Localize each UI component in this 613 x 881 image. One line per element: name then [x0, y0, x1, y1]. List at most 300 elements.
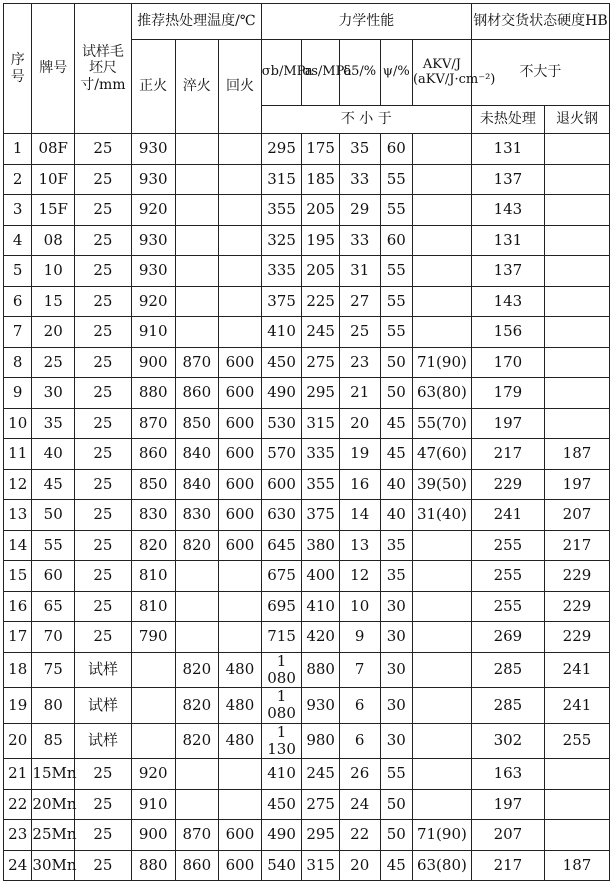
row-psi: 30 — [380, 652, 412, 688]
row-hb-annealed — [544, 408, 609, 439]
row-hb-untreated: 131 — [471, 134, 544, 165]
row-hb-untreated: 197 — [471, 408, 544, 439]
header-seq: 序号 — [4, 4, 32, 134]
row-tempering — [219, 789, 262, 820]
row-psi: 30 — [380, 622, 412, 653]
row-normalizing: 920 — [131, 286, 175, 317]
row-akv — [412, 622, 471, 653]
row-sigma-s: 315 — [302, 850, 340, 881]
row-sigma-b: 675 — [261, 561, 302, 592]
row-size: 25 — [75, 317, 132, 348]
row-quenching: 860 — [175, 378, 219, 409]
row-quenching — [175, 195, 219, 226]
row-quenching: 870 — [175, 347, 219, 378]
row-sigma-s: 375 — [302, 500, 340, 531]
row-size: 25 — [75, 622, 132, 653]
table-row — [4, 164, 610, 195]
row-size: 25 — [75, 256, 132, 287]
row-hb-untreated: 302 — [471, 723, 544, 759]
row-hb-untreated: 207 — [471, 820, 544, 851]
row-delta5: 33 — [339, 225, 380, 256]
table-row — [4, 688, 610, 724]
row-size: 试样 — [75, 723, 132, 759]
row-quenching: 840 — [175, 439, 219, 470]
row-akv — [412, 286, 471, 317]
row-delta5: 14 — [339, 500, 380, 531]
row-sigma-b: 490 — [261, 820, 302, 851]
row-quenching: 820 — [175, 652, 219, 688]
row-akv: 47(60) — [412, 439, 471, 470]
row-no: 3 — [4, 195, 32, 226]
row-delta5: 13 — [339, 530, 380, 561]
row-quenching — [175, 561, 219, 592]
row-normalizing: 930 — [131, 134, 175, 165]
row-hb-annealed — [544, 378, 609, 409]
row-tempering: 480 — [219, 688, 262, 724]
row-no: 15 — [4, 561, 32, 592]
row-akv — [412, 652, 471, 688]
row-size: 25 — [75, 286, 132, 317]
row-sigma-s: 400 — [302, 561, 340, 592]
row-hb-untreated: 137 — [471, 164, 544, 195]
row-akv — [412, 195, 471, 226]
row-hb-annealed: 241 — [544, 652, 609, 688]
row-delta5: 22 — [339, 820, 380, 851]
table-row — [4, 850, 610, 881]
row-akv — [412, 688, 471, 724]
row-hb-untreated: 255 — [471, 591, 544, 622]
row-normalizing: 920 — [131, 195, 175, 226]
row-grade: 55 — [32, 530, 75, 561]
table-row — [4, 286, 610, 317]
row-tempering — [219, 759, 262, 790]
table-row — [4, 820, 610, 851]
header-hardness: 钢材交货状态硬度HB — [471, 4, 609, 40]
row-normalizing: 930 — [131, 256, 175, 287]
header-heat-treatment: 推荐热处理温度/℃ — [131, 4, 261, 40]
row-sigma-b: 410 — [261, 317, 302, 348]
row-no: 14 — [4, 530, 32, 561]
row-no: 19 — [4, 688, 32, 724]
row-no: 4 — [4, 225, 32, 256]
row-normalizing: 850 — [131, 469, 175, 500]
row-hb-annealed — [544, 286, 609, 317]
row-tempering: 480 — [219, 723, 262, 759]
row-quenching: 830 — [175, 500, 219, 531]
row-psi: 45 — [380, 439, 412, 470]
row-delta5: 26 — [339, 759, 380, 790]
row-tempering — [219, 164, 262, 195]
row-hb-untreated: 143 — [471, 195, 544, 226]
row-sigma-s: 930 — [302, 688, 340, 724]
row-normalizing: 860 — [131, 439, 175, 470]
row-quenching: 840 — [175, 469, 219, 500]
row-grade: 10 — [32, 256, 75, 287]
row-normalizing — [131, 723, 175, 759]
row-no: 16 — [4, 591, 32, 622]
row-normalizing: 930 — [131, 164, 175, 195]
table-row — [4, 723, 610, 759]
row-hb-annealed — [544, 820, 609, 851]
row-quenching — [175, 789, 219, 820]
row-normalizing: 820 — [131, 530, 175, 561]
table-row — [4, 134, 610, 165]
row-sigma-s: 355 — [302, 469, 340, 500]
header-akv: AKV/J (aKV/J·cm⁻²) — [412, 40, 471, 106]
row-quenching — [175, 622, 219, 653]
row-delta5: 20 — [339, 408, 380, 439]
row-normalizing: 920 — [131, 759, 175, 790]
row-size: 25 — [75, 561, 132, 592]
table-row — [4, 439, 610, 470]
row-grade: 30 — [32, 378, 75, 409]
row-sigma-s: 295 — [302, 378, 340, 409]
row-tempering: 600 — [219, 408, 262, 439]
row-tempering: 600 — [219, 347, 262, 378]
row-hb-untreated: 163 — [471, 759, 544, 790]
row-size: 25 — [75, 134, 132, 165]
row-sigma-s: 380 — [302, 530, 340, 561]
row-akv: 39(50) — [412, 469, 471, 500]
row-sigma-b: 695 — [261, 591, 302, 622]
header-untreated: 未热处理 — [471, 106, 544, 134]
row-sigma-b: 570 — [261, 439, 302, 470]
row-sigma-b: 315 — [261, 164, 302, 195]
row-normalizing: 790 — [131, 622, 175, 653]
row-tempering — [219, 256, 262, 287]
row-psi: 35 — [380, 530, 412, 561]
row-delta5: 9 — [339, 622, 380, 653]
table-row — [4, 561, 610, 592]
table-row — [4, 347, 610, 378]
row-sigma-s: 205 — [302, 195, 340, 226]
row-sigma-b: 1 080 — [261, 688, 302, 724]
row-psi: 45 — [380, 850, 412, 881]
row-no: 17 — [4, 622, 32, 653]
table-row — [4, 195, 610, 226]
row-quenching — [175, 256, 219, 287]
row-psi: 40 — [380, 469, 412, 500]
table-row — [4, 759, 610, 790]
row-no: 10 — [4, 408, 32, 439]
row-quenching: 850 — [175, 408, 219, 439]
row-tempering: 600 — [219, 850, 262, 881]
row-sigma-b: 530 — [261, 408, 302, 439]
row-delta5: 16 — [339, 469, 380, 500]
row-grade: 15Mn — [32, 759, 75, 790]
row-size: 25 — [75, 378, 132, 409]
row-sigma-s: 205 — [302, 256, 340, 287]
row-sigma-b: 1 080 — [261, 652, 302, 688]
row-hb-annealed — [544, 225, 609, 256]
row-sigma-s: 420 — [302, 622, 340, 653]
row-hb-untreated: 217 — [471, 439, 544, 470]
row-normalizing: 810 — [131, 561, 175, 592]
row-grade: 60 — [32, 561, 75, 592]
row-akv — [412, 225, 471, 256]
row-hb-untreated: 255 — [471, 561, 544, 592]
row-hb-untreated: 137 — [471, 256, 544, 287]
row-sigma-s: 185 — [302, 164, 340, 195]
row-sigma-b: 450 — [261, 789, 302, 820]
row-hb-untreated: 241 — [471, 500, 544, 531]
row-quenching — [175, 317, 219, 348]
row-akv: 71(90) — [412, 347, 471, 378]
row-size: 25 — [75, 820, 132, 851]
header-quenching: 淬火 — [175, 40, 219, 134]
row-no: 8 — [4, 347, 32, 378]
row-psi: 30 — [380, 591, 412, 622]
row-normalizing: 870 — [131, 408, 175, 439]
row-size: 25 — [75, 195, 132, 226]
header-tempering: 回火 — [219, 40, 262, 134]
row-tempering: 600 — [219, 500, 262, 531]
row-akv — [412, 134, 471, 165]
row-no: 5 — [4, 256, 32, 287]
row-grade: 45 — [32, 469, 75, 500]
row-size: 25 — [75, 225, 132, 256]
row-delta5: 27 — [339, 286, 380, 317]
row-no: 12 — [4, 469, 32, 500]
row-hb-untreated: 285 — [471, 652, 544, 688]
row-hb-untreated: 255 — [471, 530, 544, 561]
row-normalizing — [131, 688, 175, 724]
row-psi: 50 — [380, 820, 412, 851]
row-hb-annealed — [544, 759, 609, 790]
row-no: 6 — [4, 286, 32, 317]
row-normalizing: 910 — [131, 317, 175, 348]
row-no: 2 — [4, 164, 32, 195]
row-grade: 85 — [32, 723, 75, 759]
table-row — [4, 530, 610, 561]
row-sigma-s: 980 — [302, 723, 340, 759]
row-size: 试样 — [75, 688, 132, 724]
row-tempering: 480 — [219, 652, 262, 688]
row-no: 23 — [4, 820, 32, 851]
row-normalizing: 880 — [131, 378, 175, 409]
row-sigma-s: 410 — [302, 591, 340, 622]
row-quenching: 820 — [175, 723, 219, 759]
row-hb-annealed — [544, 347, 609, 378]
row-size: 25 — [75, 347, 132, 378]
row-tempering: 600 — [219, 378, 262, 409]
row-normalizing: 880 — [131, 850, 175, 881]
row-hb-annealed: 229 — [544, 591, 609, 622]
row-sigma-s: 195 — [302, 225, 340, 256]
header-normalizing: 正火 — [131, 40, 175, 134]
table-row — [4, 256, 610, 287]
row-sigma-b: 325 — [261, 225, 302, 256]
row-hb-annealed — [544, 317, 609, 348]
row-delta5: 6 — [339, 688, 380, 724]
row-tempering: 600 — [219, 820, 262, 851]
row-grade: 35 — [32, 408, 75, 439]
row-delta5: 29 — [339, 195, 380, 226]
row-hb-annealed: 207 — [544, 500, 609, 531]
row-sigma-b: 600 — [261, 469, 302, 500]
row-size: 25 — [75, 469, 132, 500]
row-sigma-b: 630 — [261, 500, 302, 531]
row-tempering: 600 — [219, 530, 262, 561]
row-akv — [412, 723, 471, 759]
row-normalizing: 900 — [131, 347, 175, 378]
row-sigma-b: 410 — [261, 759, 302, 790]
row-delta5: 25 — [339, 317, 380, 348]
row-akv — [412, 164, 471, 195]
row-tempering — [219, 591, 262, 622]
row-delta5: 21 — [339, 378, 380, 409]
row-delta5: 6 — [339, 723, 380, 759]
row-akv — [412, 317, 471, 348]
row-psi: 60 — [380, 134, 412, 165]
row-tempering: 600 — [219, 439, 262, 470]
row-size: 25 — [75, 439, 132, 470]
row-sigma-b: 375 — [261, 286, 302, 317]
row-grade: 25Mn — [32, 820, 75, 851]
row-grade: 30Mn — [32, 850, 75, 881]
header-psi: ψ/% — [380, 40, 412, 106]
row-normalizing: 830 — [131, 500, 175, 531]
row-delta5: 20 — [339, 850, 380, 881]
row-no: 21 — [4, 759, 32, 790]
table-row — [4, 622, 610, 653]
row-hb-untreated: 285 — [471, 688, 544, 724]
header-blank-size: 试样毛坯尺寸/mm — [75, 4, 132, 134]
row-hb-annealed — [544, 256, 609, 287]
row-hb-annealed: 229 — [544, 622, 609, 653]
row-akv: 55(70) — [412, 408, 471, 439]
row-size: 试样 — [75, 652, 132, 688]
row-akv: 63(80) — [412, 850, 471, 881]
row-sigma-s: 225 — [302, 286, 340, 317]
row-psi: 50 — [380, 789, 412, 820]
row-normalizing: 810 — [131, 591, 175, 622]
table-row — [4, 317, 610, 348]
row-no: 9 — [4, 378, 32, 409]
table-row — [4, 652, 610, 688]
row-grade: 40 — [32, 439, 75, 470]
row-grade: 20Mn — [32, 789, 75, 820]
row-no: 20 — [4, 723, 32, 759]
row-quenching: 820 — [175, 530, 219, 561]
row-sigma-s: 880 — [302, 652, 340, 688]
row-psi: 30 — [380, 723, 412, 759]
row-no: 7 — [4, 317, 32, 348]
row-psi: 55 — [380, 317, 412, 348]
row-grade: 15 — [32, 286, 75, 317]
row-no: 18 — [4, 652, 32, 688]
row-quenching: 860 — [175, 850, 219, 881]
row-grade: 08F — [32, 134, 75, 165]
row-akv: 63(80) — [412, 378, 471, 409]
header-not-less: 不 小 于 — [261, 106, 471, 134]
row-quenching — [175, 225, 219, 256]
row-akv — [412, 256, 471, 287]
row-sigma-b: 645 — [261, 530, 302, 561]
row-akv — [412, 561, 471, 592]
row-hb-annealed — [544, 164, 609, 195]
row-normalizing: 910 — [131, 789, 175, 820]
row-psi: 35 — [380, 561, 412, 592]
row-hb-untreated: 156 — [471, 317, 544, 348]
row-sigma-b: 355 — [261, 195, 302, 226]
row-normalizing: 930 — [131, 225, 175, 256]
row-no: 24 — [4, 850, 32, 881]
row-size: 25 — [75, 164, 132, 195]
row-size: 25 — [75, 789, 132, 820]
row-sigma-s: 275 — [302, 347, 340, 378]
row-delta5: 12 — [339, 561, 380, 592]
row-hb-annealed: 197 — [544, 469, 609, 500]
row-size: 25 — [75, 591, 132, 622]
row-quenching — [175, 164, 219, 195]
row-delta5: 19 — [339, 439, 380, 470]
row-quenching — [175, 286, 219, 317]
row-no: 11 — [4, 439, 32, 470]
row-hb-untreated: 197 — [471, 789, 544, 820]
row-sigma-b: 1 130 — [261, 723, 302, 759]
table-row — [4, 591, 610, 622]
row-psi: 50 — [380, 347, 412, 378]
row-hb-untreated: 229 — [471, 469, 544, 500]
row-sigma-b: 715 — [261, 622, 302, 653]
row-size: 25 — [75, 759, 132, 790]
row-tempering — [219, 561, 262, 592]
row-hb-annealed — [544, 134, 609, 165]
row-sigma-s: 175 — [302, 134, 340, 165]
row-grade: 80 — [32, 688, 75, 724]
row-tempering: 600 — [219, 469, 262, 500]
row-hb-untreated: 269 — [471, 622, 544, 653]
row-quenching — [175, 134, 219, 165]
row-akv — [412, 530, 471, 561]
row-grade: 25 — [32, 347, 75, 378]
row-sigma-s: 315 — [302, 408, 340, 439]
row-hb-annealed — [544, 195, 609, 226]
row-size: 25 — [75, 530, 132, 561]
row-grade: 08 — [32, 225, 75, 256]
row-quenching: 820 — [175, 688, 219, 724]
steel-properties-table — [3, 3, 610, 881]
header-mechanical: 力学性能 — [261, 4, 471, 40]
row-psi: 40 — [380, 500, 412, 531]
header-annealed: 退火钢 — [544, 106, 609, 134]
row-psi: 50 — [380, 378, 412, 409]
header-not-greater: 不大于 — [471, 40, 609, 106]
row-akv — [412, 789, 471, 820]
row-sigma-b: 450 — [261, 347, 302, 378]
header-delta5: δ5/% — [339, 40, 380, 106]
row-sigma-b: 540 — [261, 850, 302, 881]
row-delta5: 23 — [339, 347, 380, 378]
row-sigma-s: 335 — [302, 439, 340, 470]
row-normalizing — [131, 652, 175, 688]
row-psi: 30 — [380, 688, 412, 724]
row-psi: 55 — [380, 164, 412, 195]
row-tempering — [219, 134, 262, 165]
row-psi: 55 — [380, 759, 412, 790]
row-psi: 55 — [380, 195, 412, 226]
row-hb-untreated: 143 — [471, 286, 544, 317]
row-hb-annealed — [544, 789, 609, 820]
row-quenching — [175, 759, 219, 790]
row-sigma-s: 295 — [302, 820, 340, 851]
header-sigma-b: σb/MPa — [261, 40, 302, 106]
row-grade: 65 — [32, 591, 75, 622]
row-delta5: 31 — [339, 256, 380, 287]
row-psi: 45 — [380, 408, 412, 439]
header-grade: 牌号 — [32, 4, 75, 134]
